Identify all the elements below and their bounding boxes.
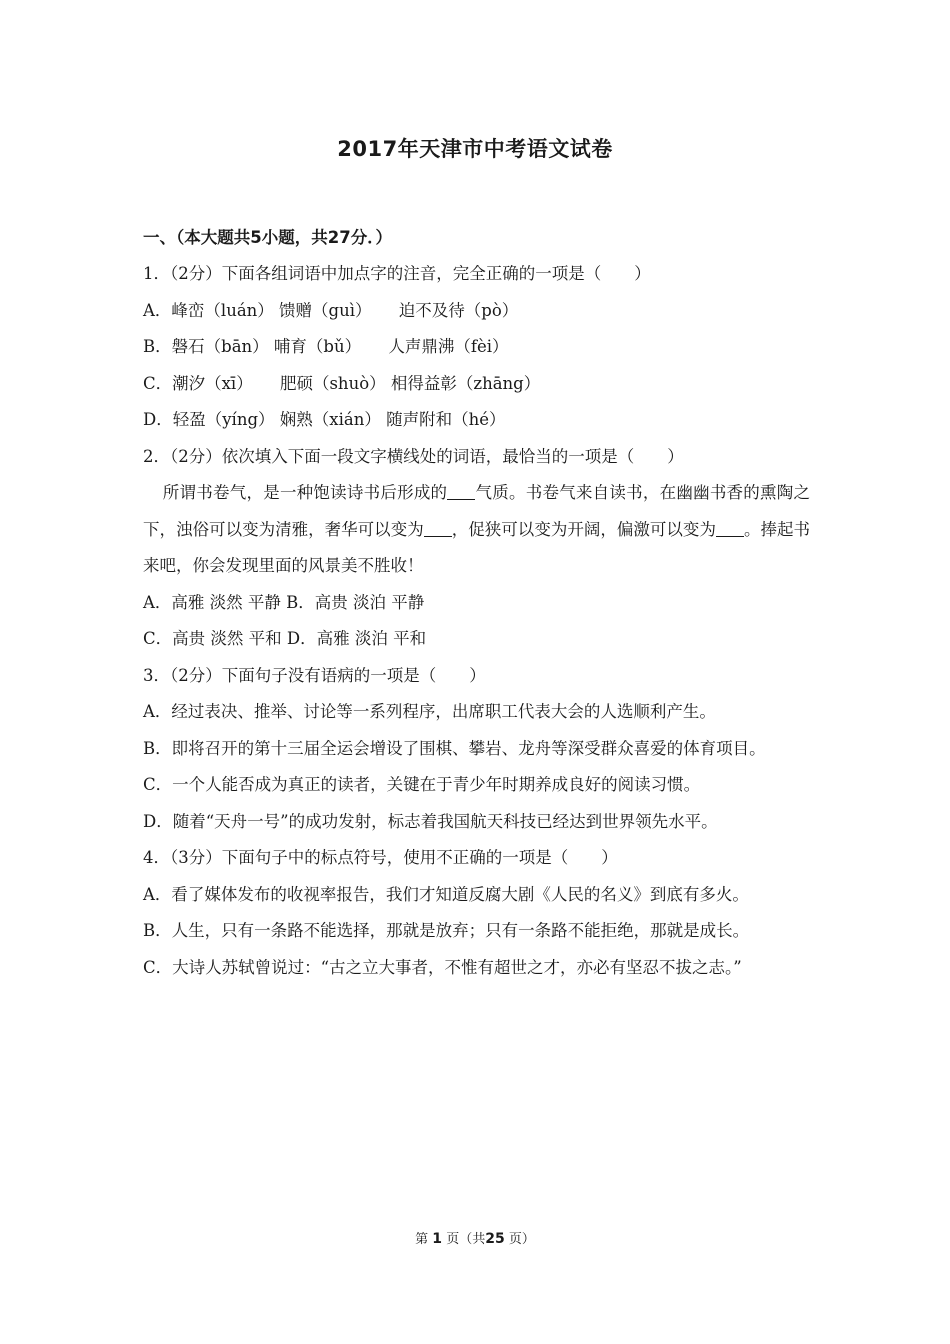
question-4-option-a: A．看了媒体发布的收视率报告，我们才知道反腐大剧《人民的名义》到底有多火。 (143, 884, 749, 904)
question-1-stem: 1．（2分）下面各组词语中加点字的注音，完全正确的一项是（ ） (143, 264, 651, 283)
option-c-part-2: 肥硕（shuò） (279, 373, 386, 393)
question-1-option-d (143, 402, 810, 439)
question-2-options-cd: C．高贵 淡然 平和 D．高雅 淡泊 平和 (143, 629, 427, 648)
question-3-option-d: D．随着“天舟一号”的成功发射，标志着我国航天科技已经达到世界领先水平。 (143, 811, 718, 831)
option-b-part-3: 人声鼎沸（fèi） (388, 337, 509, 356)
question-4-option-b: B．人生，只有一条路不能选择，那就是放弃；只有一条路不能拒绝，那就是成长。 (143, 921, 750, 940)
question-1-option-b (143, 329, 810, 366)
footer-suffix: 页） (508, 1232, 535, 1247)
option-b-part-1: B．磐石（bān） (143, 337, 269, 356)
passage-part-1: 所谓书卷气，是一种饱读诗书后形成的 (162, 483, 448, 502)
option-b-part-2: 哺育（bǔ） (273, 337, 362, 356)
question-3-option-c: C．一个人能否成为真正的读者，关键在于青少年时期养成良好的阅读习惯。 (143, 775, 701, 794)
passage-part-4: 。捧起书来吧，你会发现里面的风景美不胜收！ (143, 519, 811, 575)
section-header: 一、（本大题共5小题，共27分．） (143, 228, 392, 247)
fill-blank-3 (716, 520, 744, 537)
option-a-part-3: 迫不及待（pò） (398, 300, 519, 320)
footer-total-pages: 25 (485, 1231, 505, 1247)
option-c-part-3: 相得益彰（zhāng） (390, 373, 541, 393)
page-footer (0, 1228, 950, 1247)
footer-page-number: 1 (432, 1231, 443, 1247)
question-2-stem: 2．（2分）依次填入下面一段文字横线处的词语，最恰当的一项是（ ） (143, 446, 684, 466)
question-2-options-ab: A．高雅 淡然 平静 B．高贵 淡泊 平静 (143, 592, 425, 612)
page-title: 2017年天津市中考语文试卷 (337, 137, 613, 161)
question-3-stem: 3．（2分）下面句子没有语病的一项是（ ） (143, 665, 486, 685)
fill-blank-1 (447, 483, 475, 500)
passage-part-2: 气质。书卷气来自读书，在幽幽书香的熏陶之下，浊俗可以变为清雅，奢华可以变为 (143, 483, 811, 539)
option-d-part-3: 随声附和（hé） (386, 410, 506, 429)
fill-blank-2 (424, 520, 452, 537)
footer-prefix: 第 (415, 1232, 429, 1247)
option-a-part-1: A．峰峦（luán） (143, 300, 274, 320)
document-body (143, 220, 810, 986)
option-d-part-2: 娴熟（xián） (279, 410, 381, 429)
option-a-part-2: 馈赠（guì） (279, 300, 372, 320)
passage-part-3: ，促狭可以变为开阔，偏激可以变为 (451, 519, 716, 539)
question-3-option-b: B．即将召开的第十三届全运会增设了围棋、攀岩、龙舟等深受群众喜爱的体育项目。 (143, 738, 766, 758)
question-3-option-a: A．经过表决、推举、讨论等一系列程序，出席职工代表大会的人选顺利产生。 (143, 702, 716, 721)
footer-middle: 页（共 (446, 1232, 486, 1247)
question-1-option-c (143, 366, 810, 403)
option-d-part-1: D．轻盈（yíng） (143, 410, 275, 429)
option-c-part-1: C．潮汐（xī） (143, 373, 253, 393)
question-4-stem: 4．（3分）下面句子中的标点符号，使用不正确的一项是（ ） (143, 848, 618, 867)
question-1-option-a (143, 293, 810, 330)
question-4-option-c: C．大诗人苏轼曾说过：“古之立大事者，不惟有超世之才，亦必有坚忍不拔之志。” (143, 957, 742, 977)
question-2-passage (143, 475, 810, 585)
